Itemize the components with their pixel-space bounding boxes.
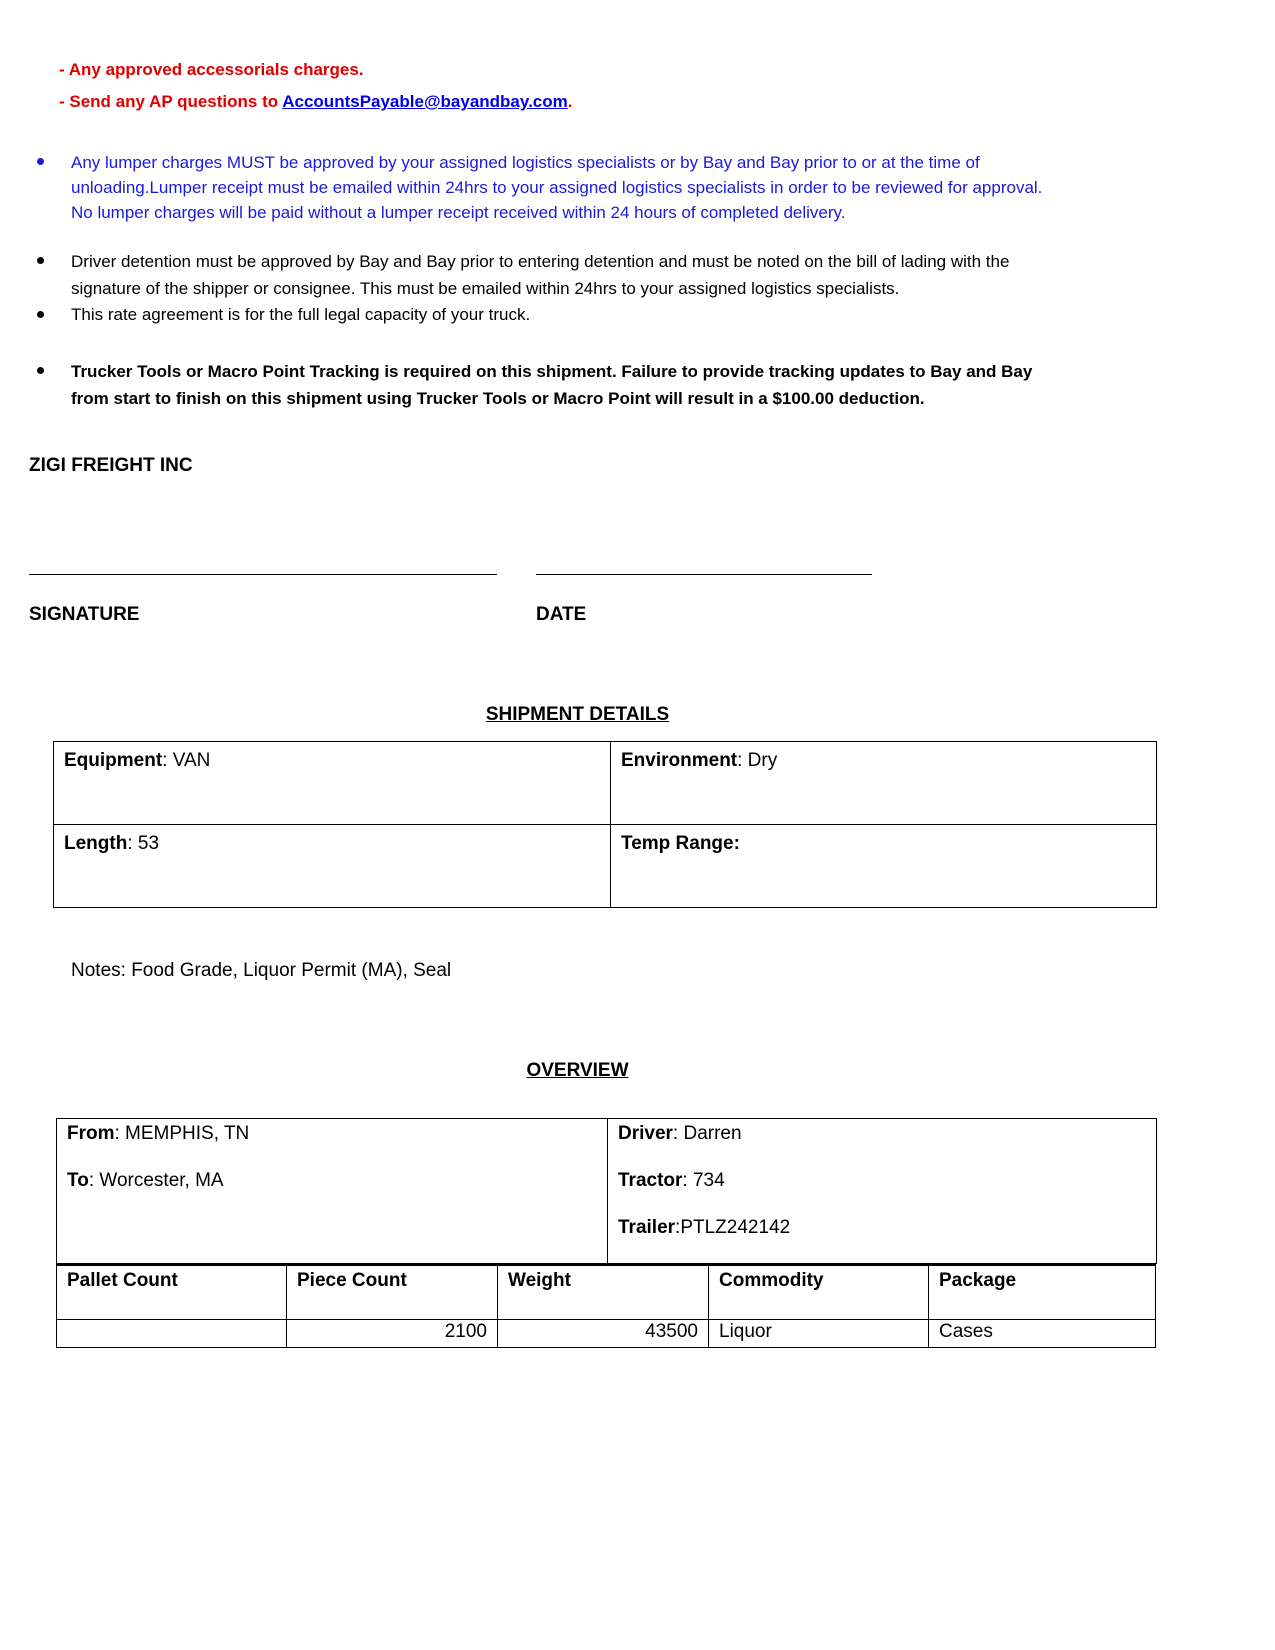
signature-line[interactable] (29, 574, 497, 575)
overview-title: OVERVIEW (526, 1060, 629, 1081)
environment-label: Environment (621, 750, 738, 771)
column-header: Pallet Count (57, 1265, 287, 1319)
tracking-term: Trucker Tools or Macro Point Tracking is required on this shipment. Failure to provide tracking updates to Bay and Bay from start to finish on this shipment using Trucker Tools or Macro Point will result in a $100.00 deduction. (71, 362, 1033, 408)
overview-route-table (56, 1118, 1157, 1264)
length-value: : 53 (127, 833, 160, 854)
from-value: : MEMPHIS, TN (114, 1123, 250, 1144)
from-label: From (67, 1123, 115, 1144)
table-header-row (57, 1265, 1156, 1319)
equipment-label: Equipment (64, 750, 163, 771)
equipment-value: : VAN (162, 750, 211, 771)
shipment-details-table (53, 741, 1157, 908)
driver-label: Driver (618, 1123, 673, 1144)
weight-cell: 43500 (498, 1319, 709, 1347)
date-label: DATE (536, 604, 587, 625)
ap-questions-note (59, 92, 573, 112)
ap-email-link[interactable]: AccountsPayable@bayandbay.com (282, 92, 568, 111)
to-value: : Worcester, MA (88, 1170, 224, 1191)
shipment-details-title: SHIPMENT DETAILS (485, 704, 670, 725)
pallet-count-cell (57, 1319, 287, 1347)
length-cell (54, 825, 611, 908)
bullet-icon (37, 311, 44, 318)
table-row (57, 1319, 1156, 1347)
to-label: To (67, 1170, 89, 1191)
environment-value: : Dry (737, 750, 778, 771)
package-cell: Cases (929, 1319, 1156, 1347)
temp-range-label: Temp Range: (621, 833, 740, 854)
trailer-value: :PTLZ242142 (675, 1217, 791, 1238)
column-header: Weight (498, 1265, 709, 1319)
piece-count-cell: 2100 (287, 1319, 498, 1347)
bullet-icon (37, 367, 44, 374)
route-cell (57, 1119, 608, 1264)
lumper-term: Any lumper charges MUST be approved by your assigned logistics specialists or by Bay and Bay prior to or at the time of unloading.Lumper receipt must be emailed within 24hrs to your assigned logistics specialists in order to be reviewed for approval. No lumper charges will be paid without a lumper receipt received within 24 hours of completed delivery. (71, 153, 1043, 222)
column-header: Piece Count (287, 1265, 498, 1319)
trailer-label: Trailer (618, 1217, 676, 1238)
length-label: Length (64, 833, 128, 854)
equipment-cell (54, 742, 611, 825)
temp-range-cell (611, 825, 1157, 908)
column-header: Commodity (709, 1265, 929, 1319)
capacity-term: This rate agreement is for the full legal capacity of your truck. (71, 305, 531, 324)
bullet-icon (37, 257, 44, 264)
ap-prefix: - Send any AP questions to (59, 92, 283, 111)
bullet-icon (37, 158, 44, 165)
shipment-notes: Notes: Food Grade, Liquor Permit (MA), Seal (71, 960, 452, 981)
ap-suffix: . (567, 92, 573, 111)
column-header: Package (929, 1265, 1156, 1319)
carrier-name: ZIGI FREIGHT INC (29, 455, 193, 476)
equipment-assign-cell (608, 1119, 1157, 1264)
tractor-label: Tractor (618, 1170, 683, 1191)
commodity-cell: Liquor (709, 1319, 929, 1347)
tractor-value: : 734 (682, 1170, 725, 1191)
date-line[interactable] (536, 574, 872, 575)
driver-value: : Darren (672, 1123, 742, 1144)
load-details-table (56, 1264, 1156, 1348)
detention-term: Driver detention must be approved by Bay and Bay prior to entering detention and must be noted on the bill of lading with the signature of the shipper or consignee. This must be emailed within 24hrs to your assigned logistics specialists. (71, 252, 1010, 298)
accessorials-note: - Any approved accessorials charges. (59, 60, 364, 79)
environment-cell (611, 742, 1157, 825)
signature-label: SIGNATURE (29, 604, 140, 625)
